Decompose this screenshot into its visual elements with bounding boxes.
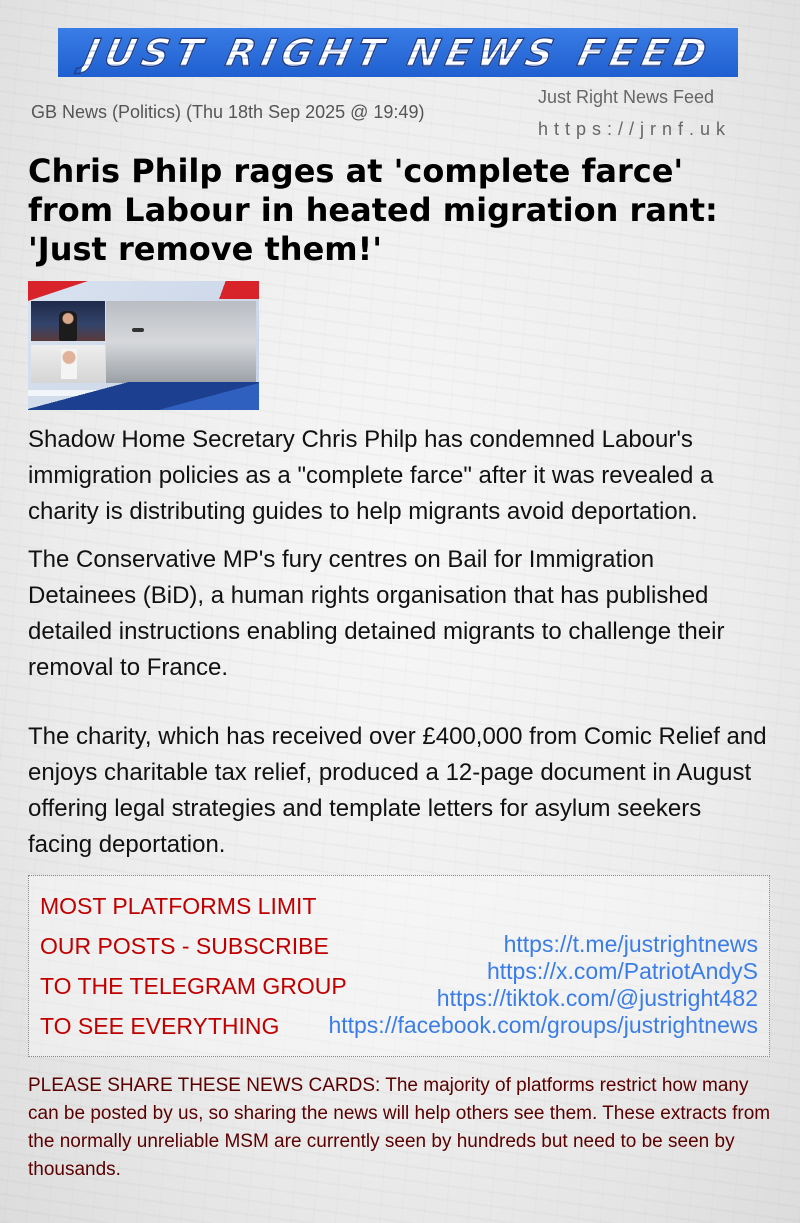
article-paragraph: The Conservative MP's fury centres on Bail for Immigration Detainees (BiD), a human rights organisation that has published detailed instructions enabling detained migrants to challenge their removal to France. [28, 546, 725, 681]
x-link[interactable]: https://x.com/PatriotAndyS [486, 958, 758, 984]
brand-name: Just Right News Feed [538, 87, 715, 107]
callout-line: TO THE TELEGRAM GROUP [40, 973, 347, 999]
thumbnail-aircraft-scene [106, 301, 256, 383]
facebook-link[interactable]: https://facebook.com/groups/justrightnews [328, 1012, 758, 1038]
callout-line: OUR POSTS - SUBSCRIBE [40, 933, 329, 959]
share-notice: PLEASE SHARE THESE NEWS CARDS: The majority of platforms restrict how many can be posted by us, so sharing the news will help others see them. These extracts from the normally unreliable MSM are currently seen by hundreds but need to be seen by thousands. [28, 1075, 771, 1180]
tiktok-link[interactable]: https://tiktok.com/@justright482 [436, 985, 758, 1011]
thumbnail-red-accent [28, 281, 88, 301]
subscribe-callout [28, 875, 770, 1057]
article-headline: Chris Philp rages at 'complete farce' from Labour in heated migration rant: 'Just remove them!' [28, 152, 718, 268]
article-thumbnail [28, 281, 259, 410]
article-paragraph: Shadow Home Secretary Chris Philp has condemned Labour's immigration policies as a "complete farce" after it was revealed a charity is distributing guides to help migrants avoid deportation. [28, 426, 714, 525]
thumbnail-guest [31, 345, 105, 383]
article-paragraph: The charity, which has received over £400,000 from Comic Relief and enjoys charitable tax relief, produced a 12-page document in August offering legal strategies and template letters for asylum seekers facing deportation. [28, 723, 767, 858]
guest-figure [61, 349, 77, 379]
thumbnail-red-accent [199, 281, 259, 299]
callout-line: TO SEE EVERYTHING [40, 1013, 280, 1039]
brand-url[interactable]: https://jrnf.uk [538, 119, 732, 139]
thumbnail-blue-accent [28, 382, 259, 410]
aircraft-icon [132, 328, 144, 332]
presenter-figure [59, 311, 77, 341]
source-dateline: GB News (Politics) (Thu 18th Sep 2025 @ 19:49) [31, 102, 425, 122]
site-banner [58, 28, 738, 77]
thumbnail-studio-presenter [31, 301, 105, 341]
callout-line: MOST PLATFORMS LIMIT [40, 893, 317, 919]
telegram-link[interactable]: https://t.me/justrightnews [503, 931, 758, 957]
banner-title: JUST RIGHT NEWS FEED [79, 30, 717, 75]
